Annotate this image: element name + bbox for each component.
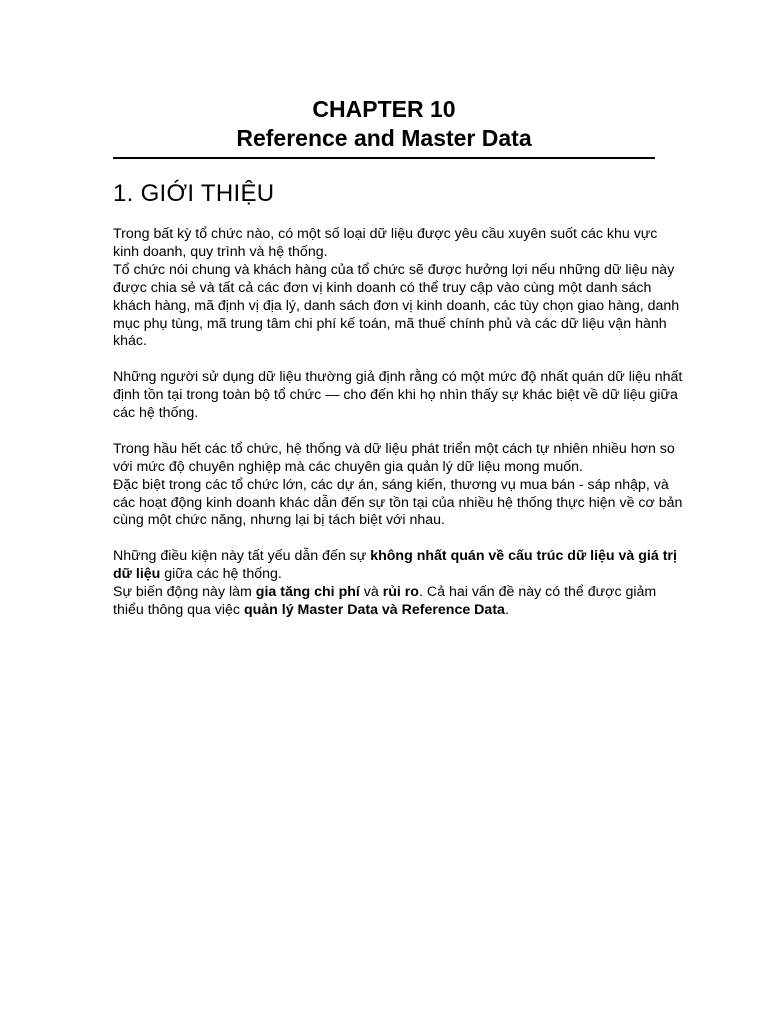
paragraph-5-post: giữa các hệ thống. — [160, 566, 282, 583]
paragraph-4a: Trong hầu hết các tổ chức, hệ thống và dữ liệu phát triển một cách tự nhiên nhiều hơn so với mức độ chuyên nghiệp mà các chuyên gia quản lý dữ liệu mong muốn. — [113, 440, 675, 475]
paragraph-5-bold: không nhất quán về cấu trúc dữ liệu và giá trị dữ liệu — [113, 548, 677, 583]
paragraph-6-bold-cost: gia tăng chi phí — [255, 584, 360, 601]
paragraph-6-mid2: . Cả hai vấn đề này có thể được giảm thiểu thông qua việc — [113, 584, 657, 618]
paragraph-3: Những người sử dụng dữ liệu thường giả định rằng có một mức độ nhất quán dữ liệu nhất định tồn tại trong toàn bộ tổ chức — cho đến khi họ nhìn thấy sự khác biệt về dữ liệu giữa các hệ thống. — [113, 369, 683, 422]
paragraph-6-pre: Sự biến động này làm — [113, 584, 256, 601]
chapter-header — [113, 95, 655, 153]
paragraph-1: Trong bất kỳ tổ chức nào, có một số loại dữ liệu được yêu cầu xuyên suốt các khu vực kinh doanh, quy trình và hệ thống. — [113, 226, 658, 260]
paragraph-5 — [113, 548, 683, 584]
paragraph-6-mid1: và — [359, 584, 383, 601]
paragraph-6-bold-risk: rủi ro — [382, 584, 419, 601]
paragraph-2: Tổ chức nói chung và khách hàng của tổ chức sẽ được hưởng lợi nếu những dữ liệu này được chia sẻ và tất cả các đơn vị kinh doanh có thể truy cập vào cùng một danh sách khách hàng, mã định vị địa lý, danh sách đơn vị kinh doanh, các tùy chọn giao hàng, danh mục phụ tùng, mã trung tâm chi phí kế toán, mã thuế chính phủ và các dữ liệu vận hành khác. — [113, 261, 680, 350]
paragraph-6 — [113, 584, 683, 620]
section-heading: 1. GIỚI THIỆU — [113, 180, 275, 207]
header-divider — [113, 157, 655, 159]
chapter-number: CHAPTER 10 — [312, 96, 456, 122]
body-text — [113, 226, 683, 620]
chapter-title: Reference and Master Data — [236, 125, 532, 151]
paragraph-6-bold-management: quản lý Master Data và Reference Data — [243, 601, 505, 618]
paragraph-5-pre: Những điều kiện này tất yếu dẫn đến sự — [113, 548, 371, 565]
paragraph-6-post: . — [504, 601, 509, 618]
paragraph-4b: Đặc biệt trong các tổ chức lớn, các dự án, sáng kiến, thương vụ mua bán - sáp nhập, và các hoạt động kinh doanh khác dẫn đến sự tồn tại của nhiều hệ thống thực hiện về cơ bản cùng một chức năng, nhưng lại bị tách biệt với nhau. — [113, 476, 683, 529]
